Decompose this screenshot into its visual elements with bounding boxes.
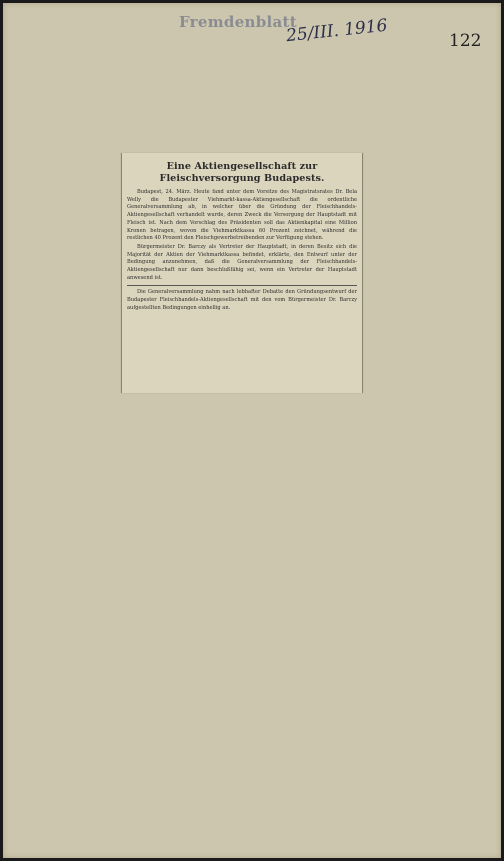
archive-sheet xyxy=(3,3,501,858)
article-headline: Eine Aktiengesellschaft zur Fleischversorgung Budapests. xyxy=(159,161,325,184)
article-paragraph: Bürgermeister Dr. Barczy als Vertreter der Hauptstadt, in deren Besitz sich die Majorität der Aktien der Viehmarktkassa befindet, erklärte, den Entwurf unter der Bedingung anzunehmen, daß die Generalversammlung der Fleischhandels-Aktiengesellschaft nur dann beschlußfähig sei, wenn ein Vertreter der Hauptstadt anwesend ist. xyxy=(127,243,357,281)
handwritten-date: 25/III. 1916 xyxy=(285,15,389,47)
article-closing-paragraph: Die Generalversammlung nahm nach lebhafter Debatte den Gründungsentwurf der Budapester Fleischhandels-Aktiengesellschaft mit den vom Bürgermeister Dr. Barczy aufgestellten Bedingungen einhellig an. xyxy=(127,289,357,311)
article-paragraph: Budapest, 24. März. Heute fand unter dem Vorsitze des Magistratsrates Dr. Bela Welly die Budapester Viehmarkt-kassa-Aktiengesellschaft die ordentliche Generalversammlung ab, in welcher über die Gründung der Fleischhandels-Aktiengesellschaft verhandelt wurde, deren Zweck die Versorgung der Hauptstadt mit Fleisch ist. Nach dem Vorschlag des Präsidenten soll das Aktienkapital eine Million Kronen betragen, wovon die Viehmarktkassa 60 Prozent zeichnet, während die restlichen 40 Prozent den Fleischgewerbetreibenden zur Verfügung stehen. xyxy=(127,189,357,242)
newspaper-name-stamp: Fremdenblatt xyxy=(179,13,298,31)
column-divider xyxy=(127,285,357,286)
page-number: 122 xyxy=(449,31,482,51)
newspaper-clipping xyxy=(121,153,363,393)
